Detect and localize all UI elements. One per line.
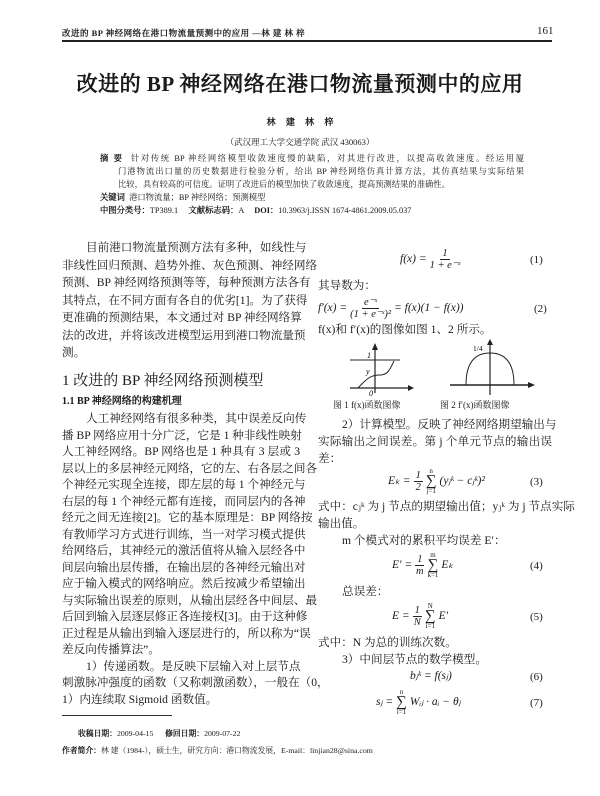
intro-line: 预测、BP 神经网络预测等等，每种预测方法各有 xyxy=(62,276,311,289)
equation-2-number: (2) xyxy=(534,303,547,315)
body-line: 应于输入模式的网络响应。然后按减少希望输出 xyxy=(62,577,306,590)
intro-line: 测。 xyxy=(62,346,86,359)
fig1-label-origin: 0 xyxy=(369,389,373,397)
intro-line: 目前港口物流量预测方法有多种，如线性与 xyxy=(86,241,307,254)
body-line: 层以上的多层神经元网络，它的左、右各层之间各 xyxy=(62,461,318,475)
figure-reference: f(x)和 f′(x)的图像如图 1、2 所示。 xyxy=(318,323,492,336)
equation-6-number: (6) xyxy=(530,671,543,683)
body-line: 1）内连续取 Sigmoid 函数值。 xyxy=(62,692,218,706)
figure-2-caption: 图 2 f′(x)函数图像 xyxy=(440,400,510,410)
mean-error-label: m 个模式对的累积平均误差 E′： xyxy=(342,534,506,547)
equation-3: Eₖ = $\frac{1}{2}$ n ∑ j=1 (yⱼᵏ − cⱼᵏ)² xyxy=(388,467,485,495)
figure-1-caption: 图 1 f(x)函数图像 xyxy=(333,400,401,410)
authors: 林 建 林 梓 xyxy=(266,117,334,127)
affiliation: （武汉理工大学交通学院 武汉 430063） xyxy=(225,137,375,147)
equation-5: E = $\frac{1}{N}$ N ∑ i=1 E′ xyxy=(392,602,449,630)
fig2-label-top: 1/4 xyxy=(473,344,483,353)
body-line: 正过程是从输出到输入逐层进行的，所以称为“误 xyxy=(62,626,311,640)
keywords: 关键词 港口物流量；BP 神经网络；预测模型 xyxy=(100,193,266,202)
intro-line: 非线性回归预测、趋势外推、灰色预测、神经网络 xyxy=(62,258,318,272)
fig1-label-mid: y xyxy=(366,367,370,376)
body-line: 与实际输出误差的原则，从输出层经各中间层、最 xyxy=(62,593,318,607)
equation-2: f′(x) = $\frac{\text{e⁻ˣ}}{\text{(1 + e⁻ˣ)²}}$ = f(x)(1 − f(x)) xyxy=(318,297,464,320)
eq5-description: 式中：N 为总的训练次数。 xyxy=(318,636,457,649)
footnote-author-bio: 作者简介：林 建（1984-），硕士生，研究方向：港口物流发展，E-mail：linjian28@sina.com xyxy=(62,746,373,755)
section-heading-1-1: 1.1 BP 神经网络的构建机理 xyxy=(62,396,182,407)
eq3-description-1: 式中：cⱼᵏ 为 j 节点的期望输出值；yⱼᵏ 为 j 节点实际 xyxy=(318,500,575,513)
intro-line: 法的改进，并将该改进模型运用到港口物流量预 xyxy=(62,328,306,342)
running-header: 改进的 BP 神经网络在港口物流量预测中的应用 —林 建 林 梓 xyxy=(62,28,306,38)
body-line: 后回到输入层逐层修正各连接权[3]。由于这种修 xyxy=(62,610,308,623)
figure-1-sigmoid xyxy=(350,343,414,397)
body-line: 播 BP 网络应用十分广泛，它是 1 种非线性映射 xyxy=(62,428,302,442)
equation-1-number: (1) xyxy=(530,254,543,266)
equation-5-number: (5) xyxy=(530,611,543,623)
calc-model-line: 实际输出之间误差。第 j 个单元节点的输出误 xyxy=(318,435,552,448)
equation-6: bⱼᵏ = f(sⱼ) xyxy=(410,670,452,682)
equation-4-number: (4) xyxy=(530,560,543,572)
abstract-line-1: 摘 要 针对传统 BP 神经网络模型收敛速度慢的缺陷，对其进行改进，以提高收敛速度。经运用厦 xyxy=(100,154,524,163)
page-number: 161 xyxy=(537,25,554,37)
equation-4: E′ = $\frac{1}{m}$ m ∑ k=1 Eₖ xyxy=(392,551,454,579)
calc-model-line: 2）计算模型。反映了神经网络期望输出与 xyxy=(342,418,557,431)
body-line: 1）传递函数。是反映下层输入对上层节点 xyxy=(86,659,301,673)
abstract-label: 摘 要 xyxy=(100,154,124,163)
total-error-label: 总误差： xyxy=(342,585,389,598)
calc-model-line: 差： xyxy=(318,452,342,465)
body-line: 差反向传播算法”。 xyxy=(62,643,160,656)
abstract-line-2: 门港物流出口量的历史数据进行检验分析，给出 BP 神经网络仿真计算方法，其仿真结果与实际结果 xyxy=(118,167,524,176)
paper-title: 改进的 BP 神经网络在港口物流量预测中的应用 xyxy=(76,72,524,96)
body-line: 右层的每 1 个神经元都有连接，而同层内的各神 xyxy=(62,494,306,508)
equation-7-number: (7) xyxy=(530,697,543,709)
equation-1: f(x) = $\frac{1}{\text{1 + e⁻ˣ}}$ xyxy=(400,248,461,271)
footnote-rule xyxy=(62,715,172,716)
classification: 中图分类号：TP389.1 文献标志码：A DOI：10.3963/j.ISSN 1674-4861.2009.05.037 xyxy=(100,206,412,215)
intro-line: 更准确的预测结果，本文通过对 BP 神经网络算 xyxy=(62,311,302,324)
footnote-dates: 收稿日期：2009-04-15 修回日期：2009-07-22 xyxy=(78,729,241,738)
body-line: 间层向输出层传播，在输出层的各神经元输出对 xyxy=(62,560,306,574)
section-heading-1: 1 改进的 BP 神经网络预测模型 xyxy=(62,373,264,389)
header-rule xyxy=(62,40,552,42)
body-line: 人工神经网络。BP 网络也是 1 种具有 3 层或 3 xyxy=(62,445,300,458)
eq3-description-2: 输出值。 xyxy=(318,517,365,530)
body-line: 人工神经网络有很多种类，其中误差反向传 xyxy=(86,412,307,425)
abstract-line-3: 比较，具有较高的可信度。证明了改进后的模型加快了收敛速度，提高预测结果的准确性。 xyxy=(118,180,450,189)
fig1-label-top: 1 xyxy=(367,351,371,360)
body-line: 给网络后，其神经元的激活值将从输入层经各中 xyxy=(62,544,306,557)
body-line: 经元之间无连接[2]。它的基本原理是：BP 网络按 xyxy=(62,511,313,524)
body-line: 个神经元实现全连接，即左层的每 1 个神经元与 xyxy=(62,478,306,491)
hidden-layer-label: 3）中间层节点的数学模型。 xyxy=(342,653,487,666)
body-line: 刺激脉冲强度的函数（又称刺激函数），一般在（0， xyxy=(62,676,329,689)
body-line: 有教师学习方式进行训练，当一对学习模式提供 xyxy=(62,527,306,541)
equation-3-number: (3) xyxy=(530,476,543,488)
equation-7: sⱼ = n ∑ i=1 Wᵢⱼ · aᵢ − θⱼ xyxy=(376,688,461,716)
figures xyxy=(330,339,560,397)
figure-2-derivative xyxy=(450,339,535,395)
derivative-label: 其导数为： xyxy=(318,279,376,292)
intro-line: 其特点，在不同方面有各自的优劣[1]。为了获得 xyxy=(62,293,308,307)
